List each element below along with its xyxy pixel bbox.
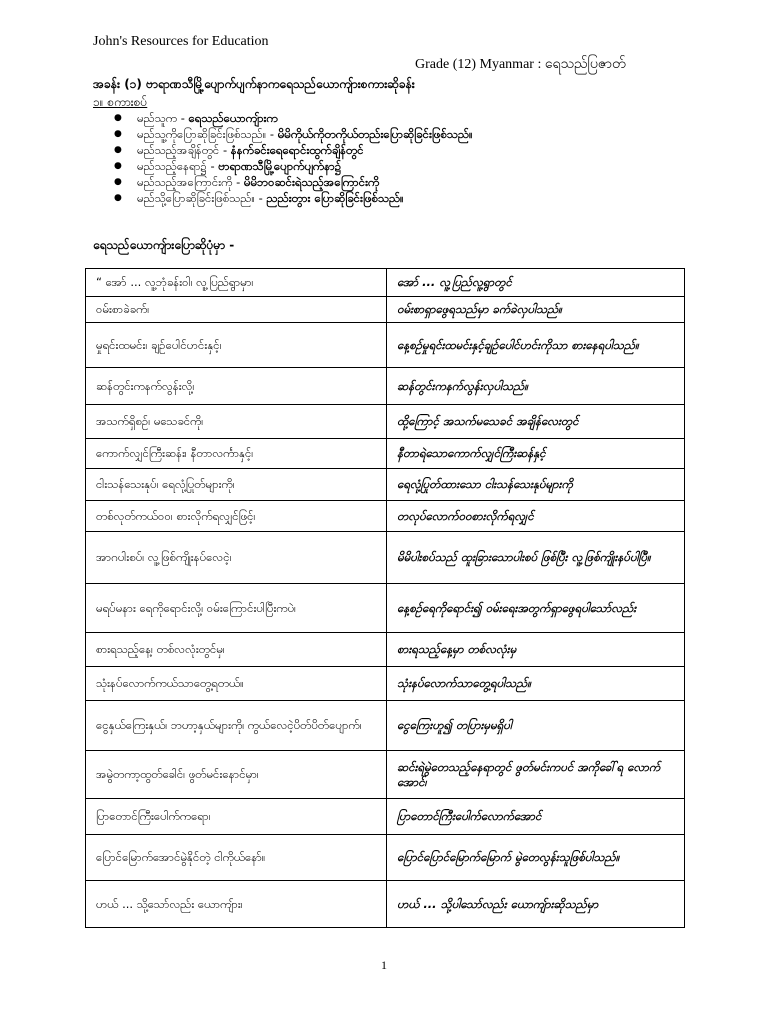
bullet-item	[104, 158, 473, 174]
bullet-label: မည်သည့်နေရာ၌ -	[137, 159, 219, 173]
meaning-cell: ဟယ် ... သို့ပါသော်လည်း ယောကျ်ားဆိုသည်မှာ	[387, 881, 685, 928]
table-row	[86, 405, 685, 439]
meaning-cell: တလုပ်လောက်ဝဝစားလိုက်ရလျှင်	[387, 501, 685, 532]
verse-cell: ဝမ်းစာခဲခက်၊	[86, 297, 387, 323]
verse-cell: ဆန်တွင်းကနက်လွန်းလို့၊	[86, 368, 387, 405]
verse-cell: အသက်ရှိစဉ်၊ မသေခင်ကို၊	[86, 405, 387, 439]
verse-cell: မရပ်မနား ရေကိုရောင်းလို့၊ ဝမ်းကြောင်းပါပြီးကပဲ၊	[86, 584, 387, 633]
meaning-cell: နေ့စဉ်ရေကိုရောင်း၍ ဝမ်းရေးအတွက်ရှာဖွေရပါသော်လည်း	[387, 584, 685, 633]
meaning-cell: အော် ... လူ့ပြည်လူ့ရွာတွင်	[387, 269, 685, 297]
page-number: 1	[381, 958, 387, 972]
meaning-cell: သုံးနပ်လောက်သာတွေ့ရပါသည်။	[387, 667, 685, 701]
section-heading: ၁။ စကားစပ်	[93, 95, 148, 109]
table-row	[86, 439, 685, 469]
verse-explanation-table	[85, 268, 685, 928]
bullet-value: မိမိဘဝဆင်းရဲသည့်အကြောင်းကို	[243, 175, 380, 189]
verse-cell: တစ်လုတ်ကယ်ဝဝ၊ စားလိုက်ရလျှင်ဖြင့်၊	[86, 501, 387, 532]
bullet-label: မည်သူက -	[137, 111, 189, 125]
bullet-item	[104, 174, 473, 190]
meaning-cell: ဝမ်းစာရှာဖွေရသည်မှာ ခက်ခဲလှပါသည်။	[387, 297, 685, 323]
bullet-value: မိမိကိုယ်ကိုတကိုယ်တည်းပြောဆိုခြင်းဖြစ်သည်။	[277, 127, 473, 141]
table-row	[86, 701, 685, 751]
table-row	[86, 532, 685, 584]
lesson-title: အခန်း (၁) ဗာရာဏသီမြို့ပျောက်ပျက်နာကရေသည်ယောကျ်ားစကားဆိုခန်း	[93, 77, 415, 91]
meaning-cell: နေ့စဉ်မှုရင်းထမင်းနှင့်ချဉ်ပေါင်ဟင်းကိုသာ စားနေရပါသည်။	[387, 323, 685, 368]
verse-cell: အမွဲတကာ့ထွတ်ခေါင်၊ ဖွတ်မင်းနောင်မှာ၊	[86, 751, 387, 799]
header-grade-subject: Grade (12) Myanmar : ရေသည်ပြဇာတ်	[415, 57, 626, 72]
table-row	[86, 269, 685, 297]
bullet-value: ရေသည်ယောကျ်ားက	[188, 111, 278, 125]
bullet-item	[104, 190, 473, 206]
context-bullet-list	[104, 110, 473, 206]
table-row	[86, 584, 685, 633]
meaning-cell: ရေလုံ့ပြုတ်ထားသော ငါးသန်သေးနုပ်များကို	[387, 469, 685, 501]
verse-cell: မှုရင်းထမင်း၊ ချဉ်ပေါင်ဟင်းနှင့်၊	[86, 323, 387, 368]
bullet-label: မည်သည့်အချိန်တွင် -	[137, 143, 231, 157]
table-row	[86, 881, 685, 928]
meaning-cell: စားရသည့်နေ့မှာ တစ်လလုံးမှ	[387, 633, 685, 667]
bullet-label: မည်သည့်အကြောင်းကို -	[137, 175, 244, 189]
meaning-cell: ပြောင်ပြောင်မြောက်မြောက် မွဲတေလွန်းသူဖြစ်ပါသည်။	[387, 835, 685, 881]
verse-cell: “ အော် ... လူ့ဘုံခန်းဝါ၊ လူ့ပြည်ရွာမှာ၊	[86, 269, 387, 297]
table-row	[86, 835, 685, 881]
bullet-item	[104, 142, 473, 158]
bullet-item	[104, 110, 473, 126]
verse-cell: ငွေနှယ်ကြေးနှယ်၊ ဘဟာ့နှယ်များကို၊ ကွယ်လေငဲ့ပိတ်ပိတ်ပျောက်၊	[86, 701, 387, 751]
verse-cell: ပြာတောင်ကြီးပေါက်ကရော၊	[86, 799, 387, 835]
table-row	[86, 469, 685, 501]
table-row	[86, 323, 685, 368]
verse-cell: သုံးနပ်လောက်ကယ်သာတွေ့ရတယ်။	[86, 667, 387, 701]
table-row	[86, 667, 685, 701]
table-row	[86, 297, 685, 323]
meaning-cell: ဆန်တွင်းကနက်လွန်းလှပါသည်။	[387, 368, 685, 405]
bullet-label: မည်သို့ပြောဆိုခြင်းဖြစ်သည်။ -	[137, 191, 267, 205]
table-row	[86, 501, 685, 532]
table-row	[86, 799, 685, 835]
meaning-cell: ဆင်းရဲမွဲတေသည့်နေရာတွင် ဖွတ်မင်းကပင် အကိုခေါ်ရ လောက်အောင်၊	[387, 751, 685, 799]
verse-cell: ဟယ် ... သို့သော်လည်း ယောကျ်ား၊	[86, 881, 387, 928]
speech-intro: ရေသည်ယောကျ်ားပြောဆိုပုံမှာ -	[93, 238, 235, 252]
bullet-item	[104, 126, 473, 142]
header-publisher: John's Resources for Education	[93, 34, 269, 49]
table-row	[86, 633, 685, 667]
bullet-label: မည်သူ့ကိုပြောဆိုခြင်းဖြစ်သည်။ -	[137, 127, 278, 141]
bullet-value: နံနက်ခင်းရေရောင်းထွက်ချိန်တွင်	[230, 143, 364, 157]
verse-cell: ပြောင်မြောက်အောင်မွဲနိုင်တဲ့ ငါကိုယ်နော်။	[86, 835, 387, 881]
verse-cell: စားရသည့်နေ့၊ တစ်လလုံးတွင်မှ၊	[86, 633, 387, 667]
meaning-cell: ပြာတောင်ကြီးပေါက်လောက်အောင်	[387, 799, 685, 835]
meaning-cell: ငွေကြေးဟူ၍ တပြားမှမရှိပါ	[387, 701, 685, 751]
verse-cell: ငါးသန်သေးနုပ်၊ ရေလုံ့ပြုတ်များကို၊	[86, 469, 387, 501]
meaning-cell: မိမိပါးစပ်သည် ထူးခြားသောပါးစပ် ဖြစ်ပြီး လူ့ဖြစ်ကျိုးနပ်ပါပြီ။	[387, 532, 685, 584]
verse-cell: အာဂပါးစပ်၊ လူ့ဖြစ်ကျိုးနပ်လေငဲ့၊	[86, 532, 387, 584]
table-row	[86, 751, 685, 799]
table-row	[86, 368, 685, 405]
bullet-value: ညည်းတွား ပြောဆိုခြင်းဖြစ်သည်။	[266, 191, 404, 205]
bullet-value: ဗာရာဏသီမြို့ပျောက်ပျက်နာ၌	[218, 159, 342, 173]
meaning-cell: နီတာရဲသောကောက်လျှင်ကြီးဆန်နှင့်	[387, 439, 685, 469]
meaning-cell: ထို့ကြောင့် အသက်မသေခင် အချိန်လေးတွင်	[387, 405, 685, 439]
verse-cell: ကောက်လျှင်ကြီးဆန်း၊ နီတာလင်္ကာနှင့်၊	[86, 439, 387, 469]
